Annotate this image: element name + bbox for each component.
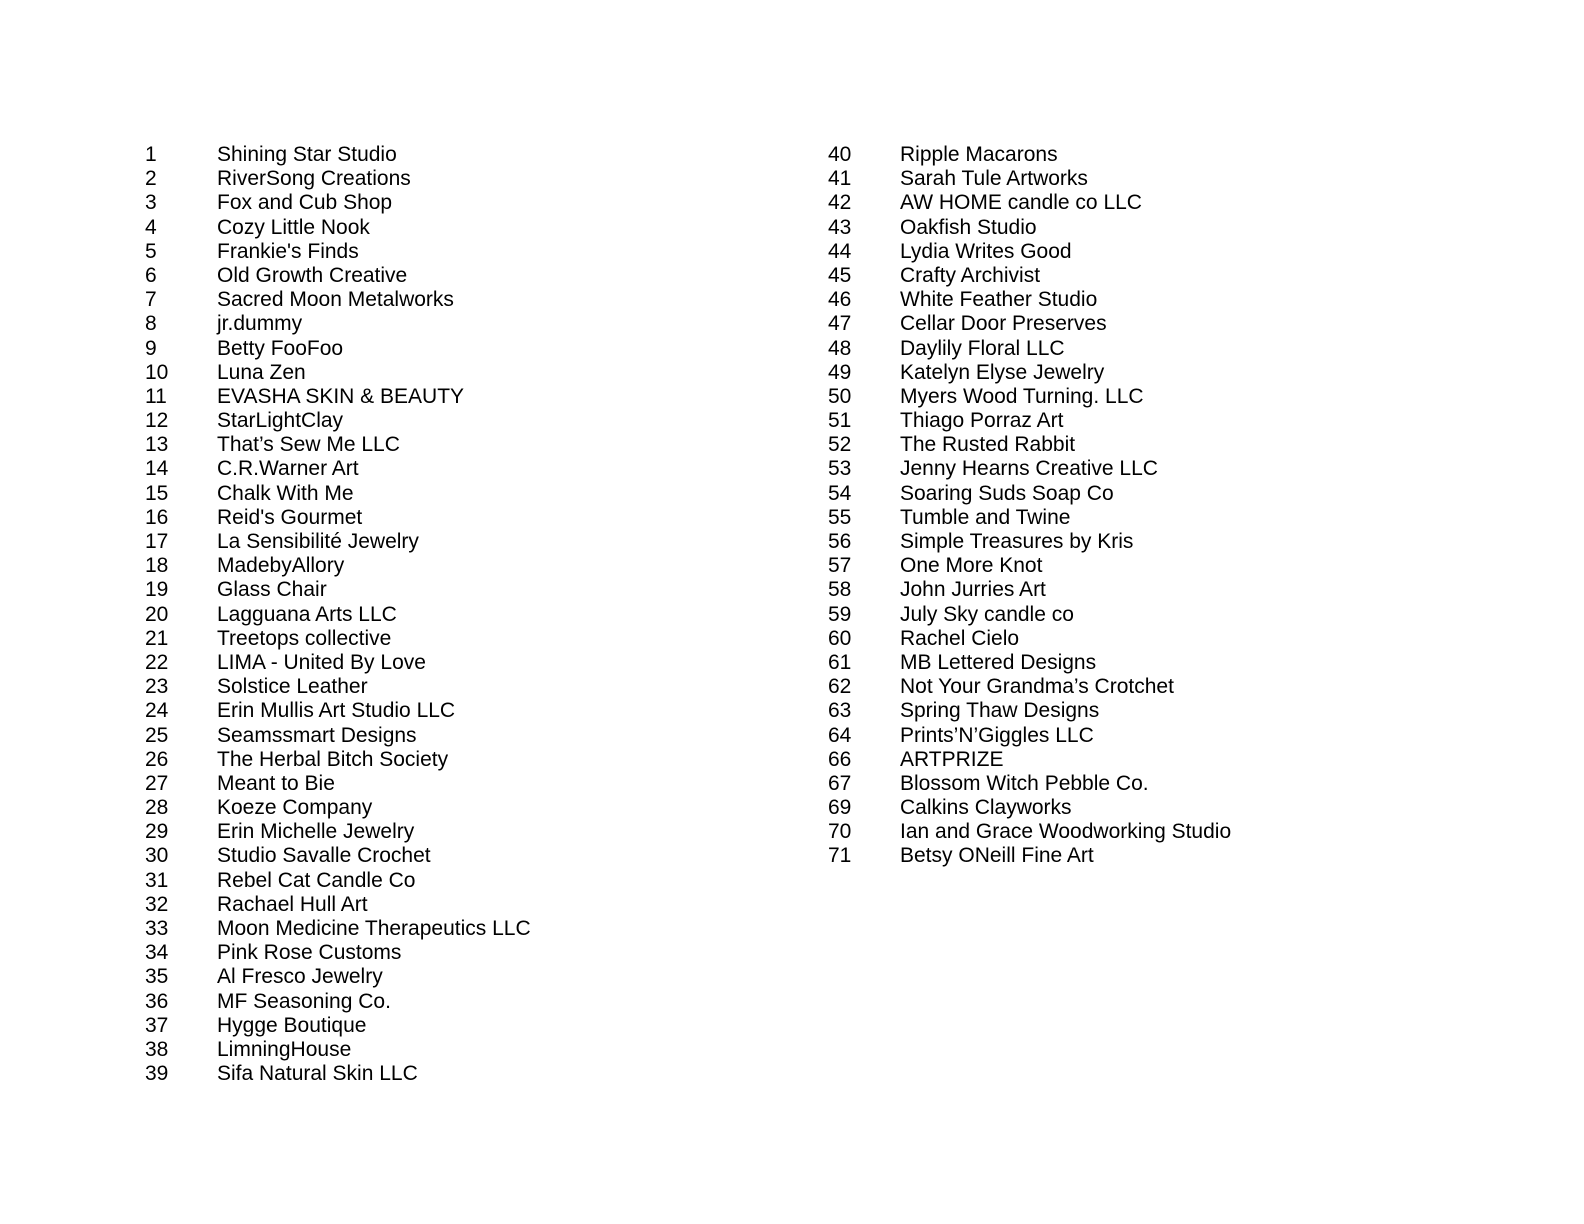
list-item xyxy=(828,530,1231,554)
list-item xyxy=(828,844,1231,868)
list-item xyxy=(828,506,1231,530)
list-item xyxy=(145,1014,531,1038)
list-item xyxy=(828,603,1231,627)
vendor-name: Hygge Boutique xyxy=(217,1013,367,1037)
item-number: 34 xyxy=(145,941,169,965)
vendor-name: AW HOME candle co LLC xyxy=(900,191,1142,215)
list-item xyxy=(145,143,531,167)
item-number: 36 xyxy=(145,989,169,1013)
list-item xyxy=(828,337,1231,361)
vendor-name: Sifa Natural Skin LLC xyxy=(217,1062,418,1086)
list-item xyxy=(145,820,531,844)
list-item xyxy=(145,941,531,965)
list-item xyxy=(828,288,1231,312)
list-item xyxy=(145,385,531,409)
vendor-name: Not Your Grandma’s Crotchet xyxy=(900,675,1174,699)
list-item xyxy=(145,554,531,578)
list-item xyxy=(145,651,531,675)
list-item xyxy=(145,578,531,602)
list-item xyxy=(828,167,1231,191)
item-number: 13 xyxy=(145,433,169,457)
item-number: 40 xyxy=(828,143,852,166)
vendor-name: One More Knot xyxy=(900,554,1043,578)
item-number: 29 xyxy=(145,820,169,844)
list-item xyxy=(828,264,1231,288)
item-number: 14 xyxy=(145,457,169,481)
item-number: 31 xyxy=(145,868,169,892)
list-item xyxy=(145,675,531,699)
list-item xyxy=(828,554,1231,578)
vendor-name: The Rusted Rabbit xyxy=(900,433,1076,457)
vendor-name: Reid's Gourmet xyxy=(217,505,363,529)
item-number: 15 xyxy=(145,481,169,505)
list-item xyxy=(145,627,531,651)
vendor-name: That’s Sew Me LLC xyxy=(217,433,400,457)
list-item xyxy=(828,433,1231,457)
list-item xyxy=(145,530,531,554)
list-item xyxy=(828,748,1231,772)
list-item xyxy=(828,699,1231,723)
vendor-name: Katelyn Elyse Jewelry xyxy=(900,360,1105,384)
vendor-name: Luna Zen xyxy=(217,360,306,384)
vendor-name: MadebyAllory xyxy=(217,554,345,578)
item-number: 2 xyxy=(145,167,157,191)
vendor-name: Treetops collective xyxy=(217,626,392,650)
vendor-name: Prints’N’Giggles LLC xyxy=(900,723,1094,747)
vendor-name: Daylily Floral LLC xyxy=(900,336,1065,360)
item-number: 42 xyxy=(828,191,852,215)
list-item xyxy=(828,482,1231,506)
vendor-name: Studio Savalle Crochet xyxy=(217,844,431,868)
item-number: 61 xyxy=(828,650,852,674)
list-item xyxy=(145,482,531,506)
list-item xyxy=(828,312,1231,336)
list-item xyxy=(828,361,1231,385)
list-item xyxy=(145,191,531,215)
vendor-name: Cozy Little Nook xyxy=(217,215,370,239)
vendor-name: MF Seasoning Co. xyxy=(217,989,391,1013)
vendor-name: Sarah Tule Artworks xyxy=(900,167,1088,191)
vendor-name: RiverSong Creations xyxy=(217,167,411,191)
item-number: 20 xyxy=(145,602,169,626)
list-item xyxy=(145,990,531,1014)
item-number: 12 xyxy=(145,409,169,433)
item-number: 69 xyxy=(828,796,852,820)
item-number: 38 xyxy=(145,1037,169,1061)
list-item xyxy=(828,457,1231,481)
list-item xyxy=(828,143,1231,167)
item-number: 48 xyxy=(828,336,852,360)
vendor-name: EVASHA SKIN & BEAUTY xyxy=(217,384,465,408)
list-item xyxy=(828,796,1231,820)
item-number: 39 xyxy=(145,1062,169,1086)
vendor-name: jr.dummy xyxy=(217,312,303,336)
vendor-name: Erin Michelle Jewelry xyxy=(217,820,415,844)
item-number: 47 xyxy=(828,312,852,336)
list-item xyxy=(145,264,531,288)
vendor-name: Koeze Company xyxy=(217,796,373,820)
vendor-name: Rebel Cat Candle Co xyxy=(217,868,416,892)
item-number: 53 xyxy=(828,457,852,481)
item-number: 24 xyxy=(145,699,169,723)
vendor-name: ARTPRIZE xyxy=(900,747,1004,771)
list-item xyxy=(145,240,531,264)
item-number: 7 xyxy=(145,288,157,312)
item-number: 33 xyxy=(145,917,169,940)
vendor-name: Lagguana Arts LLC xyxy=(217,602,397,626)
list-item xyxy=(145,409,531,433)
item-number: 45 xyxy=(828,263,852,287)
list-item xyxy=(145,603,531,627)
item-number: 5 xyxy=(145,239,157,263)
list-item xyxy=(145,965,531,989)
list-item xyxy=(145,869,531,893)
vendor-name: Jenny Hearns Creative LLC xyxy=(900,457,1158,481)
item-number: 4 xyxy=(145,215,157,239)
list-item xyxy=(145,361,531,385)
vendor-name: Chalk With Me xyxy=(217,481,354,505)
item-number: 66 xyxy=(828,747,852,771)
item-number: 37 xyxy=(145,1013,169,1037)
vendor-name: Soaring Suds Soap Co xyxy=(900,481,1114,505)
list-item xyxy=(828,675,1231,699)
vendor-name: Pink Rose Customs xyxy=(217,941,402,965)
list-item xyxy=(828,627,1231,651)
vendor-name: Meant to Bie xyxy=(217,771,335,795)
vendor-name: White Feather Studio xyxy=(900,288,1098,312)
item-number: 11 xyxy=(145,384,167,408)
item-number: 70 xyxy=(828,820,852,844)
list-item xyxy=(145,844,531,868)
vendor-name: The Herbal Bitch Society xyxy=(217,747,449,771)
item-number: 25 xyxy=(145,723,169,747)
list-item xyxy=(828,216,1231,240)
item-number: 22 xyxy=(145,650,169,674)
vendor-name: Fox and Cub Shop xyxy=(217,191,393,215)
list-item xyxy=(828,191,1231,215)
list-item xyxy=(145,772,531,796)
list-item xyxy=(145,1062,531,1086)
item-number: 16 xyxy=(145,505,169,529)
list-item xyxy=(145,724,531,748)
vendor-name: Betsy ONeill Fine Art xyxy=(900,844,1094,868)
list-item xyxy=(145,457,531,481)
vendor-name: July Sky candle co xyxy=(900,602,1074,626)
vendor-name: Al Fresco Jewelry xyxy=(217,965,383,989)
list-item xyxy=(828,724,1231,748)
list-item xyxy=(145,917,531,941)
vendor-name: Myers Wood Turning. LLC xyxy=(900,384,1144,408)
list-item xyxy=(145,893,531,917)
vendor-list-left xyxy=(145,143,531,1086)
list-item xyxy=(828,578,1231,602)
vendor-name: Simple Treasures by Kris xyxy=(900,530,1134,553)
vendor-name: Sacred Moon Metalworks xyxy=(217,288,454,312)
vendor-name: Rachael Hull Art xyxy=(217,892,368,916)
list-item xyxy=(145,433,531,457)
list-item xyxy=(145,699,531,723)
item-number: 57 xyxy=(828,554,852,578)
vendor-name: Ian and Grace Woodworking Studio xyxy=(900,820,1232,844)
item-number: 60 xyxy=(828,626,852,650)
item-number: 54 xyxy=(828,481,852,505)
vendor-name: Spring Thaw Designs xyxy=(900,699,1100,723)
vendor-name: Betty FooFoo xyxy=(217,336,344,360)
item-number: 19 xyxy=(145,578,169,602)
item-number: 46 xyxy=(828,288,852,312)
item-number: 1 xyxy=(145,143,157,166)
list-item xyxy=(145,796,531,820)
item-number: 58 xyxy=(828,578,852,602)
vendor-name: StarLightClay xyxy=(217,409,344,433)
vendor-name: Lydia Writes Good xyxy=(900,239,1072,263)
list-item xyxy=(145,1038,531,1062)
list-item xyxy=(145,312,531,336)
vendor-name: Solstice Leather xyxy=(217,675,368,699)
item-number: 49 xyxy=(828,360,852,384)
item-number: 41 xyxy=(828,167,852,191)
item-number: 18 xyxy=(145,554,169,578)
list-item xyxy=(828,409,1231,433)
item-number: 35 xyxy=(145,965,169,989)
list-item xyxy=(145,506,531,530)
vendor-name: Old Growth Creative xyxy=(217,263,408,287)
vendor-name: Seamssmart Designs xyxy=(217,723,417,747)
list-item xyxy=(828,385,1231,409)
item-number: 55 xyxy=(828,505,852,529)
item-number: 3 xyxy=(145,191,157,215)
vendor-name: Shining Star Studio xyxy=(217,143,397,166)
list-item xyxy=(828,240,1231,264)
item-number: 62 xyxy=(828,675,852,699)
vendor-name: Thiago Porraz Art xyxy=(900,409,1064,433)
item-number: 51 xyxy=(828,409,852,433)
item-number: 23 xyxy=(145,675,169,699)
item-number: 27 xyxy=(145,771,169,795)
vendor-name: Glass Chair xyxy=(217,578,327,602)
vendor-name: Blossom Witch Pebble Co. xyxy=(900,771,1149,795)
list-item xyxy=(828,820,1231,844)
item-number: 32 xyxy=(145,892,169,916)
item-number: 28 xyxy=(145,796,169,820)
vendor-name: Crafty Archivist xyxy=(900,263,1041,287)
vendor-name: LIMA - United By Love xyxy=(217,650,426,674)
vendor-name: Calkins Clayworks xyxy=(900,796,1072,820)
vendor-list-right xyxy=(828,143,1231,869)
list-item xyxy=(828,651,1231,675)
item-number: 26 xyxy=(145,747,169,771)
vendor-name: LimningHouse xyxy=(217,1037,352,1061)
vendor-name: La Sensibilité Jewelry xyxy=(217,530,419,553)
item-number: 8 xyxy=(145,312,157,336)
item-number: 56 xyxy=(828,530,852,553)
vendor-name: Cellar Door Preserves xyxy=(900,312,1107,336)
item-number: 17 xyxy=(145,530,169,553)
item-number: 71 xyxy=(828,844,852,868)
item-number: 64 xyxy=(828,723,852,747)
item-number: 9 xyxy=(145,336,157,360)
vendor-name: John Jurries Art xyxy=(900,578,1046,602)
list-item xyxy=(828,772,1231,796)
vendor-name: Ripple Macarons xyxy=(900,143,1058,166)
vendor-name: Rachel Cielo xyxy=(900,626,1020,650)
vendor-name: Oakfish Studio xyxy=(900,215,1037,239)
list-item xyxy=(145,748,531,772)
list-item xyxy=(145,216,531,240)
item-number: 43 xyxy=(828,215,852,239)
vendor-name: MB Lettered Designs xyxy=(900,650,1097,674)
item-number: 44 xyxy=(828,239,852,263)
item-number: 10 xyxy=(145,360,169,384)
vendor-name: Erin Mullis Art Studio LLC xyxy=(217,699,456,723)
vendor-name: C.R.Warner Art xyxy=(217,457,359,481)
item-number: 6 xyxy=(145,263,157,287)
vendor-name: Frankie's Finds xyxy=(217,239,359,263)
list-item xyxy=(145,167,531,191)
vendor-name: Moon Medicine Therapeutics LLC xyxy=(217,917,531,940)
item-number: 59 xyxy=(828,602,852,626)
item-number: 52 xyxy=(828,433,852,457)
item-number: 67 xyxy=(828,771,852,795)
vendor-name: Tumble and Twine xyxy=(900,505,1071,529)
item-number: 30 xyxy=(145,844,169,868)
list-item xyxy=(145,337,531,361)
list-item xyxy=(145,288,531,312)
item-number: 63 xyxy=(828,699,852,723)
item-number: 50 xyxy=(828,384,852,408)
item-number: 21 xyxy=(145,626,169,650)
